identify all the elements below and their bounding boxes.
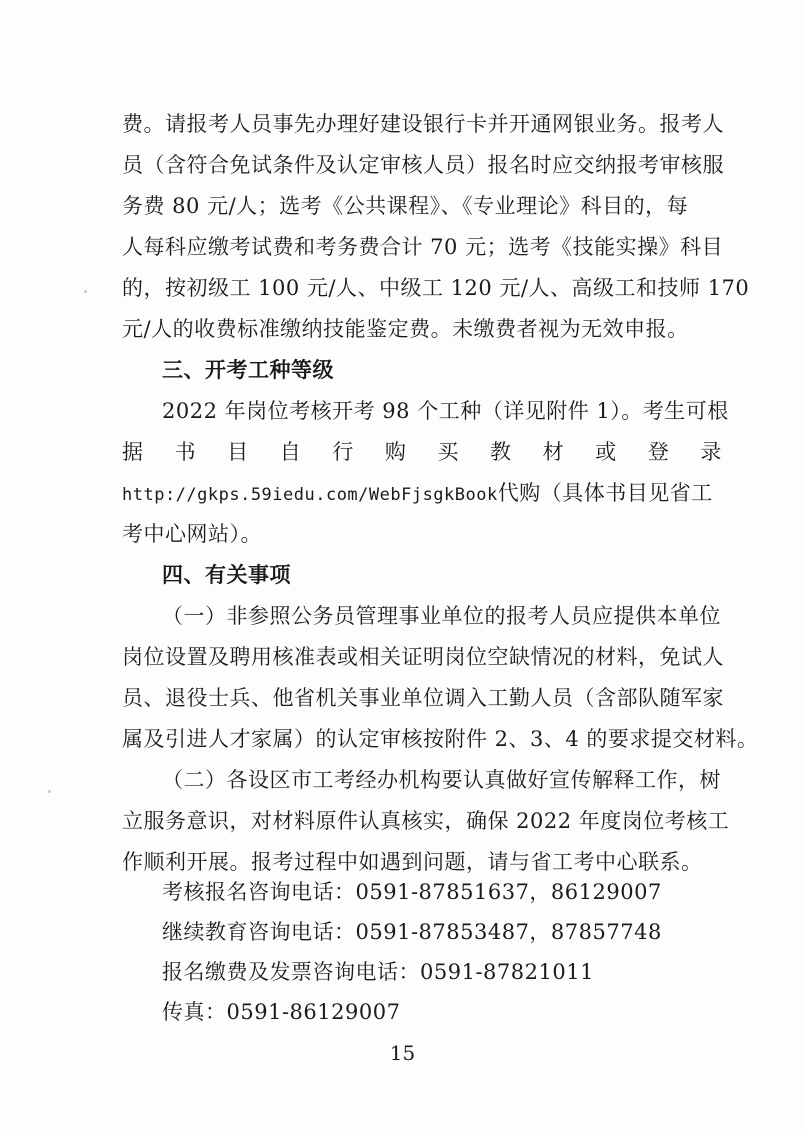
body-line — [122, 479, 722, 509]
body-line: （二）各设区市工考经办机构要认真做好宣传解释工作，树 — [162, 768, 721, 792]
contact-line: 考核报名咨询电话：0591-87851637，86129007 — [162, 880, 662, 904]
body-line: 人每科应缴考试费和考务费合计 70 元；选考《技能实操》科目 — [122, 235, 724, 259]
body-line: 费。请报考人员事先办理好建设银行卡并开通网银业务。报考人 — [122, 112, 724, 136]
char: 教 — [490, 440, 512, 464]
contact-line: 传真：0591-86129007 — [162, 1000, 401, 1024]
char: 目 — [227, 440, 249, 464]
contact-line: 继续教育咨询电话：0591-87853487，87857748 — [162, 920, 662, 944]
body-line: 岗位设置及聘用核准表或相关证明岗位空缺情况的材料，免试人 — [122, 645, 724, 669]
char: 书 — [174, 440, 197, 464]
body-line: 2022 年岗位考核开考 98 个工种（详见附件 1）。考生可根 — [162, 399, 729, 423]
body-line: 元/人的收费标准缴纳技能鉴定费。未缴费者视为无效申报。 — [122, 317, 689, 341]
scan-speck — [48, 790, 51, 793]
body-line: （一）非参照公务员管理事业单位的报考人员应提供本单位 — [162, 604, 721, 628]
justified-line — [122, 438, 722, 466]
body-line: 属及引进人才家属）的认定审核按附件 2、3、4 的要求提交材料。 — [122, 727, 759, 751]
section-heading: 三、开考工种等级 — [162, 357, 334, 382]
char: 材 — [542, 440, 565, 464]
body-line: 务费 80 元/人；选考《公共课程》、《专业理论》科目的，每 — [122, 194, 689, 218]
char: 买 — [437, 440, 459, 464]
body-line: 作顺利开展。报考过程中如遇到问题，请与省工考中心联系。 — [122, 850, 703, 874]
char: 购 — [384, 440, 407, 464]
url-text: http://gkps.59iedu.com/WebFjsgkBook — [122, 485, 498, 505]
body-line: 员（含符合免试条件及认定审核人员）报名时应交纳报考审核服 — [122, 153, 724, 177]
char: 或 — [595, 440, 617, 464]
url-trailing-text: 代购（具体书目见省工 — [497, 481, 713, 505]
scan-speck — [84, 290, 87, 293]
body-line: 立服务意识，对材料原件认真核实，确保 2022 年度岗位考核工 — [122, 809, 730, 833]
body-line: 员、退役士兵、他省机关事业单位调入工勤人员（含部队随军家 — [122, 686, 724, 710]
char: 登 — [647, 440, 670, 464]
body-line: 考中心网站）。 — [122, 522, 262, 546]
contact-line: 报名缴费及发票咨询电话：0591-87821011 — [162, 960, 594, 984]
char: 自 — [279, 440, 302, 464]
char: 行 — [332, 440, 354, 464]
body-line: 的，按初级工 100 元/人、中级工 120 元/人、高级工和技师 170 — [122, 276, 750, 300]
char: 据 — [122, 440, 144, 464]
page-number: 15 — [389, 1041, 416, 1065]
char: 录 — [700, 440, 722, 464]
section-heading: 四、有关事项 — [162, 562, 291, 587]
